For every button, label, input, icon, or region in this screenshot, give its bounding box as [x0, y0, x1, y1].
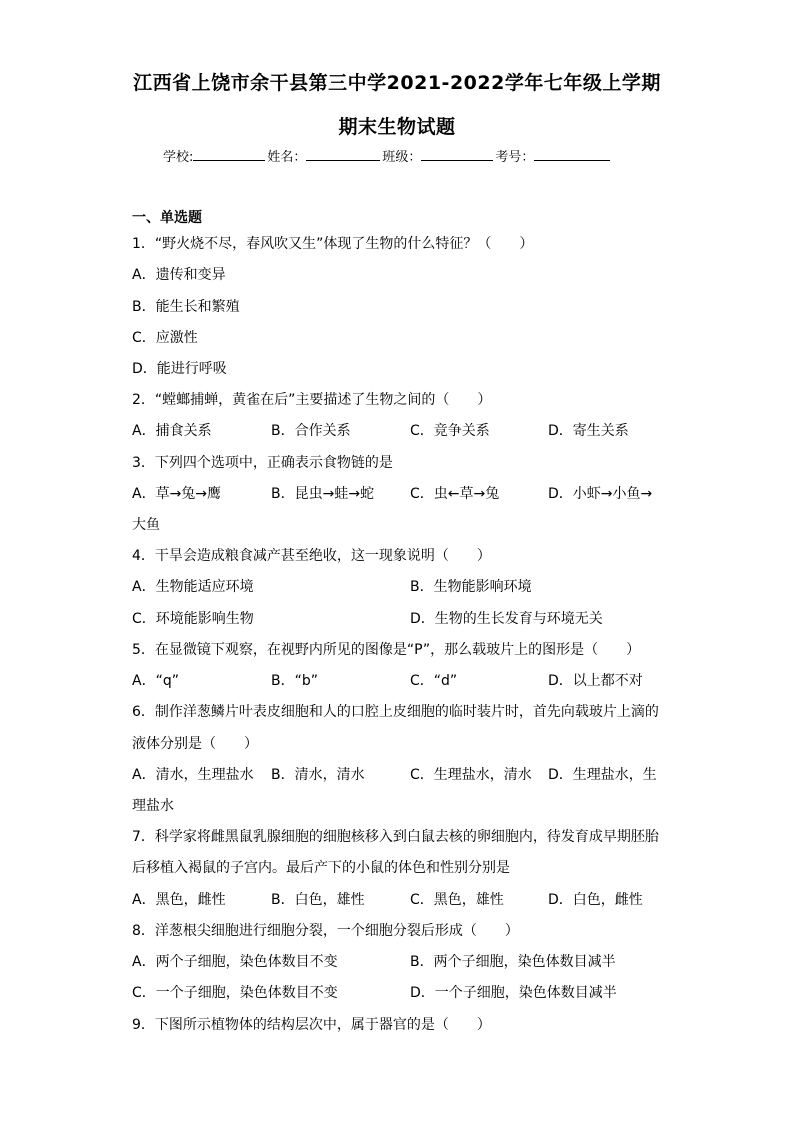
question-6-stem: 6．制作洋葱鳞片叶表皮细胞和人的口腔上皮细胞的临时装片时，首先向载玻片上滴的	[132, 704, 659, 720]
name-blank[interactable]	[306, 146, 380, 161]
exam-number-label: 考号：	[495, 150, 535, 165]
question-8-option-a[interactable]: A．两个子细胞，染色体数目不变	[132, 954, 338, 970]
section-title: 一、单选题	[132, 210, 202, 226]
question-6-option-a[interactable]: A．清水，生理盐水	[132, 767, 254, 783]
school-label: 学校:	[163, 150, 194, 165]
question-8-stem: 8．洋葱根尖细胞进行细胞分裂，一个细胞分裂后形成（ ）	[132, 923, 519, 939]
student-info-row	[163, 146, 612, 165]
question-6-option-d-continuation: 理盐水	[132, 798, 174, 814]
question-5-option-b[interactable]: B．“b”	[271, 673, 318, 689]
question-4-option-a[interactable]: A．生物能适应环境	[132, 579, 254, 595]
question-4-option-c[interactable]: C．环境能影响生物	[132, 611, 254, 627]
question-1-stem: 1．“野火烧不尽，春风吹又生”体现了生物的什么特征？（ ）	[132, 236, 534, 252]
name-label: 姓名：	[267, 150, 307, 165]
exam-title-line2: 期末生物试题	[338, 116, 456, 138]
question-1-option-c[interactable]: C．应激性	[132, 330, 198, 346]
question-3-option-c[interactable]: C．虫←草→兔	[410, 486, 500, 502]
question-2-option-d[interactable]: D．寄生关系	[548, 423, 629, 439]
question-5-stem: 5．在显微镜下观察，在视野内所见的图像是“P”，那么载玻片上的图形是（ ）	[132, 642, 641, 658]
question-4-option-b[interactable]: B．生物能影响环境	[410, 579, 532, 595]
question-7-option-d[interactable]: D．白色，雌性	[548, 892, 643, 908]
question-2-stem: 2．“螳螂捕蝉，黄雀在后”主要描述了生物之间的（ ）	[132, 392, 492, 408]
question-4-option-d[interactable]: D．生物的生长发育与环境无关	[410, 611, 603, 627]
question-7-stem-continued: 后移植入褐鼠的子宫内。最后产下的小鼠的体色和性别分别是	[132, 860, 510, 876]
exam-number-blank[interactable]	[534, 146, 610, 161]
question-3-option-a[interactable]: A．草→兔→鹰	[132, 486, 222, 502]
question-8-option-c[interactable]: C．一个子细胞，染色体数目不变	[132, 985, 338, 1001]
question-6-option-d[interactable]: D．生理盐水，生	[548, 767, 657, 783]
question-6-option-c[interactable]: C．生理盐水，清水	[410, 767, 532, 783]
question-1-option-a[interactable]: A．遗传和变异	[132, 267, 226, 283]
question-7-stem: 7．科学家将雌黑鼠乳腺细胞的细胞核移入到白鼠去核的卵细胞内，待发育成早期胚胎	[132, 829, 659, 845]
question-5-option-d[interactable]: D．以上都不对	[548, 673, 643, 689]
question-6-stem-continued: 液体分别是（ ）	[132, 736, 258, 752]
question-2-option-c[interactable]: C．竞争关系	[410, 423, 490, 439]
question-7-option-c[interactable]: C．黑色，雄性	[410, 892, 504, 908]
question-1-option-d[interactable]: D．能进行呼吸	[132, 361, 227, 377]
question-7-option-b[interactable]: B．白色，雄性	[271, 892, 365, 908]
question-3-option-b[interactable]: B．昆虫→蛙→蛇	[271, 486, 375, 502]
question-9-stem: 9．下图所示植物体的结构层次中，属于器官的是（ ）	[132, 1017, 491, 1033]
question-8-option-d[interactable]: D．一个子细胞，染色体数目减半	[410, 985, 617, 1001]
question-7-option-a[interactable]: A．黑色，雌性	[132, 892, 226, 908]
question-3-option-d[interactable]: D．小虾→小鱼→	[548, 486, 653, 502]
question-2-option-a[interactable]: A．捕食关系	[132, 423, 212, 439]
question-3-stem: 3．下列四个选项中，正确表示食物链的是	[132, 455, 393, 471]
question-5-option-c[interactable]: C．“d”	[410, 673, 458, 689]
question-8-option-b[interactable]: B．两个子细胞，染色体数目减半	[410, 954, 616, 970]
question-1-option-b[interactable]: B．能生长和繁殖	[132, 299, 240, 315]
school-blank[interactable]	[193, 146, 265, 161]
question-3-option-d-continuation: 大鱼	[132, 517, 160, 533]
exam-title-line1: 江西省上饶市余干县第三中学2021-2022学年七年级上学期	[133, 72, 661, 94]
question-4-stem: 4．干旱会造成粮食减产甚至绝收，这一现象说明（ ）	[132, 548, 491, 564]
question-6-option-b[interactable]: B．清水，清水	[271, 767, 365, 783]
class-blank[interactable]	[421, 146, 493, 161]
question-5-option-a[interactable]: A．“q”	[132, 673, 179, 689]
class-label: 班级：	[382, 150, 422, 165]
question-2-option-b[interactable]: B．合作关系	[271, 423, 351, 439]
